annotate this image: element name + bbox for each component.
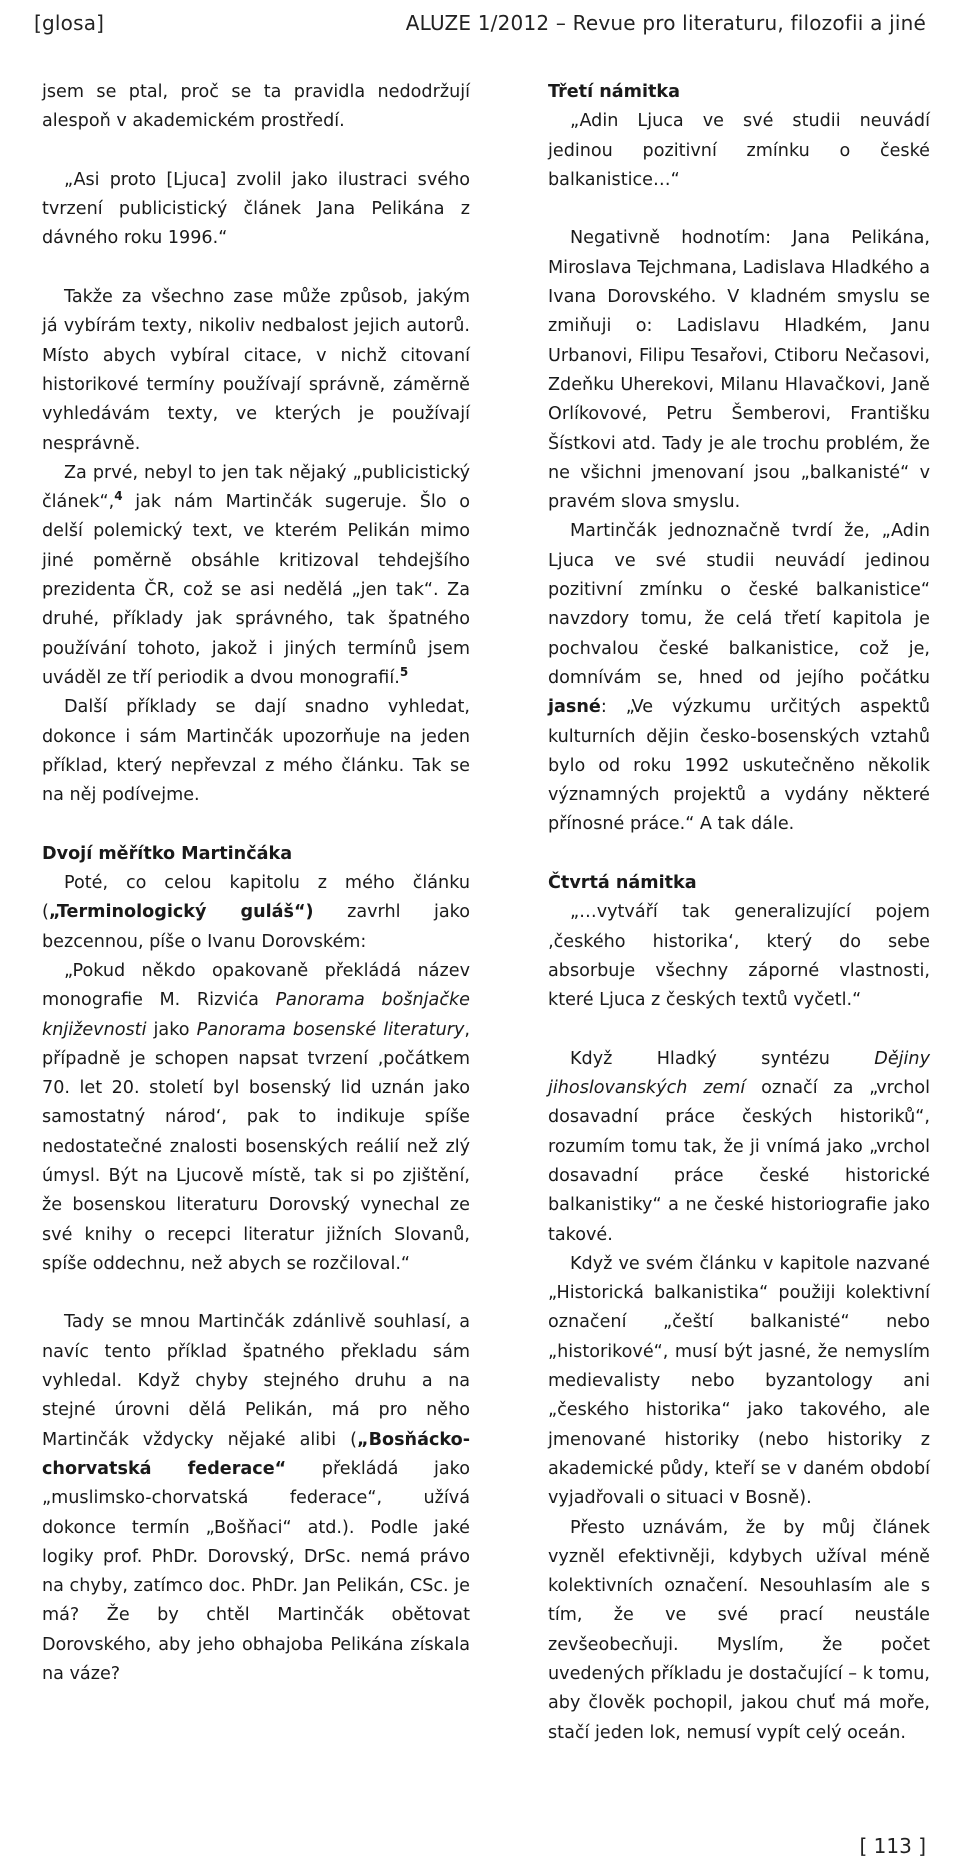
paragraph: Za prvé, nebyl to jen tak nějaký „publicistický článek“,$^4$ jak nám Martinčák sugeruje. Šlo o delší polemický text, ve kterém Pelikán mimo jiné poměrně obsáhle kritizoval tehdejšího prezidenta ČR, což se asi nedělá „jen tak“. Za druhé, příklady jak správného, tak špatného používání tohoto, jakož i jiných termínů jsem uváděl ze tří periodik a dvou monografií.$^5$ — [42, 462, 470, 688]
footnote-ref: 5 — [399, 665, 409, 680]
quote: „…vytváří tak generalizující pojem ‚českého historika‘, který do sebe absorbuje všechny záporné vlastnosti, které Ljuca z českých textů vyčetl.“ — [548, 902, 930, 1011]
paragraph: Když Hladký syntézu Dějiny jihoslovanských zemí označí za „vrchol dosavadní práce českých historiků“, rozumím tomu tak, že ji vnímá jako „vrchol dosavadní práce české historické balkanistiky“ a ne české historiografie jako takové. — [548, 1048, 930, 1245]
section-heading: Třetí námitka — [548, 82, 680, 102]
paragraph: Tady se mnou Martinčák zdánlivě souhlasí, a navíc tento příklad špatného překladu sám vyhledal. Když chyby stejného druhu a na stejné úrovni dělá Pelikán, má pro něho Martinčák vždycky nějaké alibi („Bosňácko-chorvatská federace“ překládá jako „muslimsko-chorvatská federace“, užívá dokonce termín „Bošňaci“ atd.). Podle jaké logiky prof. PhDr. Dorovský, DrSc. nemá právo na chyby, zatímco doc. PhDr. Jan Pelikán, CSc. je má? Že by chtěl Martinčák obětovat Dorovského, aby jeho obhajoba Pelikána získala na váze? — [42, 1312, 471, 1685]
paragraph: Negativně hodnotím: Jana Pelikána, Miroslava Tejchmana, Ladislava Hladkého a Ivana Dorovského. V kladném smyslu se zmiňuji o: Ladislavu Hladkém, Janu Urbanovi, Filipu Tesařovi, Ctiboru Nečasovi, Zdeňku Uherekovi, Milanu Hlavačkovi, Janě Orlíkovové, Petru Šemberovi, Františku Šístkovi atd. Tady je ale trochu problém, že ne všichni jmenovaní jsou „balkanisté“ v pravém slova smyslu. — [548, 228, 930, 513]
paragraph: Takže za všechno zase může způsob, jakým já vybírám texty, nikoliv nedbalost jejich autorů. Místo abych vybíral citace, v nichž citovaní historikové termíny používají správně, záměrně vyhledávám texty, ve kterých je používají nesprávně. — [42, 287, 470, 454]
quote: „Pokud někdo opakovaně překládá název monografie M. Rizvića Panorama bošnjačke književnosti jako Panorama bosenské literatury, případně je schopen napsat tvrzení ‚počátkem 70. let 20. století byl bosenský lid uznán jako samostatný národ‘, pak to indikuje spíše nedostatečné znalosti bosenských reálií než zlý úmysl. Být na Ljucově místě, tak si po zjištění, že bosenskou literaturu Dorovský vynechal ze své knihy o recepci literatur jižních Slovanů, spíše oddechnu, než abych se rozčiloval.“ — [42, 960, 471, 1274]
section-label: [glosa] — [34, 11, 105, 35]
footnote-ref: 4 — [114, 489, 123, 504]
running-header — [34, 6, 926, 40]
quote: „Adin Ljuca ve své studii neuvádí jedinou pozitivní zmínku o české balkanistice…“ — [548, 111, 930, 190]
right-column — [548, 78, 930, 1748]
paragraph: Přesto uznávám, že by můj článek vyzněl efektivněji, kdybych užíval méně kolektivních označení. Nesouhlasím ale s tím, že ve své prací neustále zevšeobecňuji. Myslím, že počet uvedených příkladu je dostačující – k tomu, aby člověk pochopil, jakou chuť má moře, stačí jeden lok, nemusí vypít celý oceán. — [548, 1517, 930, 1743]
paragraph: Martinčák jednoznačně tvrdí že, „Adin Ljuca ve své studii neuvádí jedinou pozitivní zmínku o české balkanistice“ navzdory tomu, že celá třetí kapitola je pochvalou české balkanistice, což je, domnívám se, hned od jejího počátku jasné: „Ve výzkumu určitých aspektů kulturních dějin česko-bosenských vztahů bylo od roku 1992 uskutečněno několik významných projektů a vydány některé přínosné práce.“ A tak dále. — [548, 521, 930, 835]
section-heading: Dvojí měřítko Martinčáka — [42, 843, 293, 864]
paragraph: jsem se ptal, proč se ta pravidla nedodržují alespoň v akademickém prostředí. — [42, 82, 470, 132]
page-number: [ 113 ] — [859, 1834, 926, 1858]
paragraph: Další příklady se dají snadno vyhledat, dokonce i sám Martinčák upozorňuje na jeden příklad, který nepřevzal z mého článku. Tak se na něj podívejme. — [42, 697, 470, 806]
paragraph: Když ve svém článku v kapitole nazvané „Historická balkanistika“ použiji kolektivní označení „čeští balkanisté“ nebo „historikové“, musí být jasné, že nemyslím medievalisty nebo byzantology ani „českého historika“ jako takového, ale jmenované historiky (nebo historiky z akademické půdy, kteří se v daném období vyjadřovali o situaci v Bosně). — [548, 1253, 930, 1509]
section-heading: Čtvrtá námitka — [548, 873, 697, 894]
quote: „Asi proto [Ljuca] zvolil jako ilustraci svého tvrzení publicistický článek Jana Pelikána z dávného roku 1996.“ — [42, 169, 470, 249]
paragraph: Poté, co celou kapitolu z mého článku („Terminologický guláš“) zavrhl jako bezcennou, píše o Ivanu Dorovském: — [42, 873, 471, 952]
journal-title: ALUZE 1/2012 – Revue pro literaturu, filozofii a jiné — [405, 11, 926, 35]
left-column — [42, 78, 470, 1689]
